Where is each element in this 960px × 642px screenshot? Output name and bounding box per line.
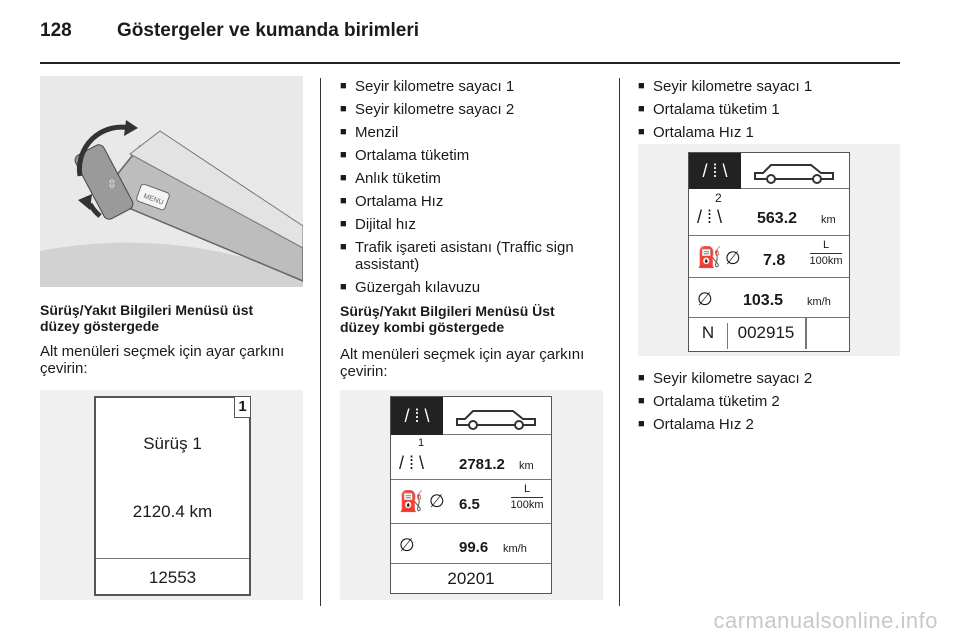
average-icon: ∅ — [697, 289, 713, 309]
page-number: 128 — [40, 20, 72, 41]
fuel-pump-icon: ⛽ — [697, 247, 722, 269]
list-item: ■ Seyir kilometre sayacı 2 — [638, 370, 903, 387]
display-divider — [689, 235, 849, 236]
menu-button-label: MENU — [142, 192, 165, 207]
submenu-list-3 — [638, 370, 903, 439]
trip-distance: 2120.4 km — [132, 502, 213, 521]
svg-text:⇳: ⇳ — [107, 177, 118, 191]
trip-tab-active — [689, 153, 741, 189]
trip-distance-unit: km — [821, 214, 836, 226]
unit-fraction-bar — [511, 497, 543, 498]
watermark: carmanualsonline.info — [713, 608, 938, 633]
column-divider-1 — [320, 78, 321, 606]
list-item: ■ Seyir kilometre sayacı 1 — [638, 78, 903, 95]
vehicle-tab — [443, 397, 551, 435]
wiper-stalk-graphic — [40, 76, 303, 287]
midlevel-display — [94, 396, 251, 596]
trip-distance-value: 563.2 — [757, 210, 798, 227]
trip-index: 2 — [715, 191, 722, 205]
consumption-value: 7.8 — [763, 252, 786, 269]
list-item: ■ Trafik işareti asistanı (Traffic sign assistant) — [340, 239, 600, 273]
consumption-unit-top: L — [523, 483, 531, 495]
speed-value: 99.6 — [459, 539, 489, 556]
section-body-2: Alt menüleri seçmek için ayar çarkını çevirin: — [340, 346, 585, 380]
section-body-1: Alt menüleri seçmek için ayar çarkını çevirin: — [40, 343, 285, 377]
consumption-unit-bottom: 100km — [809, 255, 843, 267]
uplevel-display-panel — [340, 390, 603, 600]
gear-indicator: N — [689, 323, 728, 349]
list-item: ■ Seyir kilometre sayacı 2 — [340, 101, 605, 118]
fuel-pump-icon: ⛽ — [399, 491, 424, 513]
list-item: ■ Ortalama tüketim 2 — [638, 393, 903, 410]
road-icon: / ⁞ \ — [399, 453, 425, 473]
speed-unit: km/h — [807, 296, 831, 308]
speed-value: 103.5 — [743, 292, 784, 309]
road-icon: / ⁞ \ — [697, 207, 723, 227]
car-icon — [443, 397, 551, 433]
trip-tab-active — [391, 397, 443, 435]
consumption-unit-top: L — [822, 239, 830, 251]
uplevel-display-2 — [688, 152, 850, 352]
road-icon: / ⁞ \ — [702, 161, 728, 181]
display-divider — [96, 558, 249, 559]
list-item: ■ Ortalama Hız — [340, 193, 605, 210]
trip-badge: 1 — [234, 396, 251, 418]
display-divider — [689, 317, 849, 318]
list-item: ■ Güzergah kılavuzu — [340, 279, 605, 296]
vehicle-tab — [741, 153, 849, 189]
car-icon — [741, 153, 849, 187]
submenu-list-1 — [340, 78, 605, 302]
average-icon: ∅ — [725, 248, 741, 268]
display-divider — [805, 317, 807, 349]
list-item: ■ Menzil — [340, 124, 605, 141]
list-item: ■ Anlık tüketim — [340, 170, 605, 187]
list-item: ■ Ortalama Hız 1 — [638, 124, 903, 141]
section-heading-1: Sürüş/Yakıt Bilgileri Menüsü üst düzey göstergede — [40, 302, 254, 334]
list-item: ■ Ortalama tüketim — [340, 147, 605, 164]
display-divider — [689, 277, 849, 278]
odometer-value: 12553 — [148, 568, 197, 587]
uplevel-display-panel-2 — [638, 144, 900, 356]
average-icon: ∅ — [399, 535, 415, 555]
average-icon: ∅ — [429, 491, 445, 511]
list-item: ■ Dijital hız — [340, 216, 605, 233]
unit-fraction-bar — [810, 253, 842, 254]
display-divider — [391, 523, 551, 524]
list-item: ■ Seyir kilometre sayacı 1 — [340, 78, 605, 95]
midlevel-display-panel — [40, 390, 303, 600]
road-icon: / ⁞ \ — [404, 406, 430, 426]
display-divider — [391, 479, 551, 480]
trip-distance-value: 2781.2 — [459, 456, 505, 473]
trip-index: 1 — [418, 437, 425, 449]
list-item: ■ Ortalama Hız 2 — [638, 416, 903, 433]
column-divider-2 — [619, 78, 620, 606]
header-rule — [40, 62, 900, 64]
page-title: Göstergeler ve kumanda birimleri — [117, 20, 420, 41]
consumption-unit-bottom: 100km — [510, 499, 544, 511]
odometer-value: 002915 — [737, 323, 795, 342]
trip-title: Sürüş 1 — [143, 434, 202, 453]
speed-unit: km/h — [503, 543, 527, 555]
section-heading-2: Sürüş/Yakıt Bilgileri Menüsü Üst düzey kombi göstergede — [340, 303, 555, 335]
odometer-value: 20201 — [447, 569, 495, 588]
consumption-value: 6.5 — [459, 496, 480, 513]
submenu-list-2 — [638, 78, 903, 147]
stalk-illustration — [40, 76, 303, 287]
list-item: ■ Ortalama tüketim 1 — [638, 101, 903, 118]
uplevel-display — [390, 396, 552, 594]
display-divider — [391, 563, 551, 564]
trip-distance-unit: km — [519, 460, 534, 472]
